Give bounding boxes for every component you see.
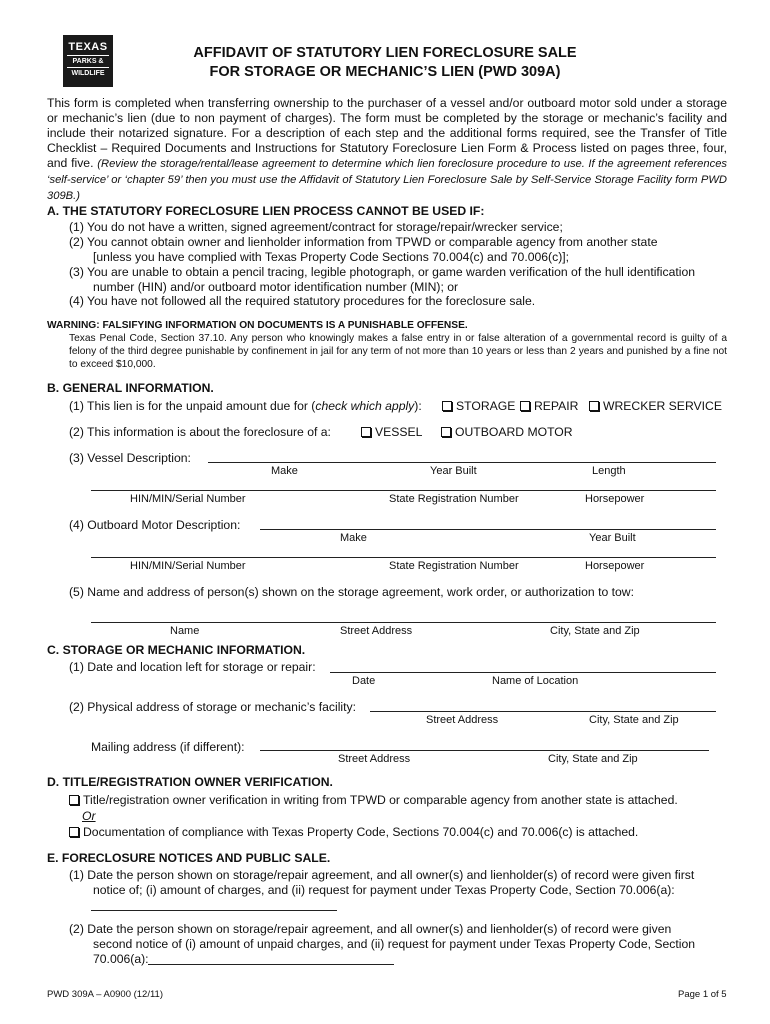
section-b-heading: B. GENERAL INFORMATION. [47,381,214,395]
compliance-documentation-option[interactable] [69,825,638,840]
lien-type-question [69,399,422,414]
form-number: PWD 309A – A0900 (12/11) [47,989,164,1000]
date-location-line[interactable] [330,672,716,673]
logo-line-wildlife: WILDLIFE [67,67,109,77]
section-a-item-2: (2) You cannot obtain owner and lienholder information from TPWD or comparable agency from another state [69,235,658,249]
first-notice-line1: (1) Date the person shown on storage/repair agreement, and all owner(s) and lienholder(s) of record were given first [69,868,695,882]
date-location-label: (1) Date and location left for storage or repair: [69,660,316,674]
or-separator: Or [82,809,96,823]
section-a-item-4: (4) You have not followed all the required statutory procedures for the foreclosure sale. [69,294,536,308]
storage-label: STORAGE [456,399,516,413]
vessel-checkbox[interactable] [361,427,371,437]
first-notice-date-line[interactable] [91,910,337,911]
section-c-heading: C. STORAGE OR MECHANIC INFORMATION. [47,643,306,657]
person-name-label: Name [170,625,200,637]
wrecker-checkbox-option[interactable] [589,399,722,414]
second-notice-line3: 70.006(a): [93,952,149,966]
section-d-heading: D. TITLE/REGISTRATION OWNER VERIFICATION. [47,775,333,789]
outboard-motor-label: OUTBOARD MOTOR [455,425,573,439]
second-notice-line1: (2) Date the person shown on storage/repair agreement, and all owner(s) and lienholder(s) of record were given [69,922,672,936]
facility-address-label: (2) Physical address of storage or mechanic’s facility: [69,700,356,714]
vessel-checkbox-option[interactable] [361,425,422,440]
vessel-label: VESSEL [375,425,423,439]
second-notice-line2: second notice of (i) amount of unpaid charges, and (ii) request for payment under Texas Property Code, Section [93,937,696,951]
motor-hin-label: HIN/MIN/Serial Number [130,560,246,572]
person-street-label: Street Address [340,625,413,637]
vessel-description-line[interactable] [208,462,716,463]
motor-id-line[interactable] [91,557,716,558]
lien-type-question-italic: check which apply [315,399,415,413]
repair-checkbox[interactable] [520,401,530,411]
owner-verification-label: Title/registration owner verification in writing from TPWD or comparable agency from another state is attached. [83,793,678,807]
vessel-year-label: Year Built [430,465,477,477]
owner-verification-option[interactable] [69,793,678,808]
second-notice-date-line[interactable] [148,964,394,965]
section-a-item-1: (1) You do not have a written, signed agreement/contract for storage/repair/wrecker service; [69,220,563,234]
form-title-line2: FOR STORAGE OR MECHANIC’S LIEN (PWD 309A) [209,64,561,80]
section-a-item-2-cont: [unless you have complied with Texas Property Code Sections 70.004(c) and 70.006(c)]; [93,250,570,264]
storage-agreement-person-line[interactable] [91,622,716,623]
lien-type-question-end: ): [414,399,422,413]
wrecker-label: WRECKER SERVICE [603,399,722,413]
repair-label: REPAIR [534,399,579,413]
motor-registration-label: State Registration Number [389,560,519,572]
vessel-registration-label: State Registration Number [389,493,519,505]
vessel-description-label: (3) Vessel Description: [69,451,191,465]
section-a-heading: A. THE STATUTORY FORECLOSURE LIEN PROCESS CANNOT BE USED IF: [47,204,485,218]
motor-make-label: Make [340,532,367,544]
intro-italic-note: (Review the storage/rental/lease agreement to determine which lien foreclosure procedure to use. If the agreement references ‘self-service’ or ‘chapter 59’ then you must use the Affidavit of Statutory Lien Foreclosure Sale by Self-Service Storage Facility form PWD 309B.) [47,158,728,202]
section-a-item-3: (3) You are unable to obtain a pencil tracing, legible photograph, or game warden verification of the hull identification [69,265,696,279]
mailing-address-line[interactable] [260,750,709,751]
storage-checkbox-option[interactable] [442,399,515,414]
logo-line-texas: TEXAS [68,41,108,53]
form-title-line1: AFFIDAVIT OF STATUTORY LIEN FORECLOSURE SALE [193,45,577,61]
facility-address-line[interactable] [370,711,716,712]
compliance-documentation-checkbox[interactable] [69,827,79,837]
mailing-city-label: City, State and Zip [548,753,638,765]
first-notice-line2: notice of; (i) amount of charges, and (ii) request for payment under Texas Property Code, Section 70.006(a): [93,883,675,897]
lien-type-question-text: (1) This lien is for the unpaid amount due for ( [69,399,316,413]
outboard-motor-checkbox[interactable] [441,427,451,437]
motor-horsepower-label: Horsepower [585,560,645,572]
vessel-horsepower-label: Horsepower [585,493,645,505]
warning-text: Texas Penal Code, Section 37.10. Any person who knowingly makes a false entry in or false alteration of a governmental record is guilty of a felony of the third degree punishable by confinement in jail for any term of not more than 10 years or less than 2 years and punished by a fine not to exceed $10,000. [69,333,727,370]
compliance-documentation-label: Documentation of compliance with Texas Property Code, Sections 70.004(c) and 70.006(c) is attached. [83,825,639,839]
page-number: Page 1 of 5 [678,989,727,1000]
storage-agreement-person-label: (5) Name and address of person(s) shown on the storage agreement, work order, or authorization to tow: [69,585,634,599]
warning-heading: WARNING: FALSIFYING INFORMATION ON DOCUMENTS IS A PUNISHABLE OFFENSE. [47,320,468,331]
foreclosure-of-question: (2) This information is about the foreclosure of a: [69,425,331,439]
vessel-make-label: Make [271,465,298,477]
form-title [120,44,650,82]
owner-verification-checkbox[interactable] [69,795,79,805]
repair-checkbox-option[interactable] [520,399,578,414]
location-name-label: Name of Location [492,675,579,687]
section-e-heading: E. FORECLOSURE NOTICES AND PUBLIC SALE. [47,851,331,865]
facility-city-label: City, State and Zip [589,714,679,726]
wrecker-checkbox[interactable] [589,401,599,411]
motor-description-line[interactable] [260,529,716,530]
section-a-item-3-cont: number (HIN) and/or outboard motor identification number (MIN); or [93,280,459,294]
motor-description-label: (4) Outboard Motor Description: [69,518,241,532]
vessel-id-line[interactable] [91,490,716,491]
motor-year-label: Year Built [589,532,636,544]
date-label: Date [352,675,376,687]
vessel-length-label: Length [592,465,626,477]
person-city-label: City, State and Zip [550,625,640,637]
mailing-street-label: Street Address [338,753,411,765]
tpwd-logo [63,35,113,87]
outboard-motor-checkbox-option[interactable] [441,425,573,440]
logo-line-parks: PARKS & [67,55,109,65]
vessel-hin-label: HIN/MIN/Serial Number [130,493,246,505]
storage-checkbox[interactable] [442,401,452,411]
mailing-address-label: Mailing address (if different): [91,740,245,754]
intro-text: This form is completed when transferring ownership to the purchaser of a vessel and/or outboard motor sold under a storage or mechanic’s lien (due to non payment of charges). The form must be completed by the storage or mechanic’s facility and include their notarized signature. For a description of each step and the additional forms required, see the Transfer of Title Checklist – Required Documents and Instructions for Statutory Foreclosure Lien Form & Process listed on pages three, four, and five. [47,96,727,170]
intro-paragraph [47,96,727,204]
facility-street-label: Street Address [426,714,499,726]
